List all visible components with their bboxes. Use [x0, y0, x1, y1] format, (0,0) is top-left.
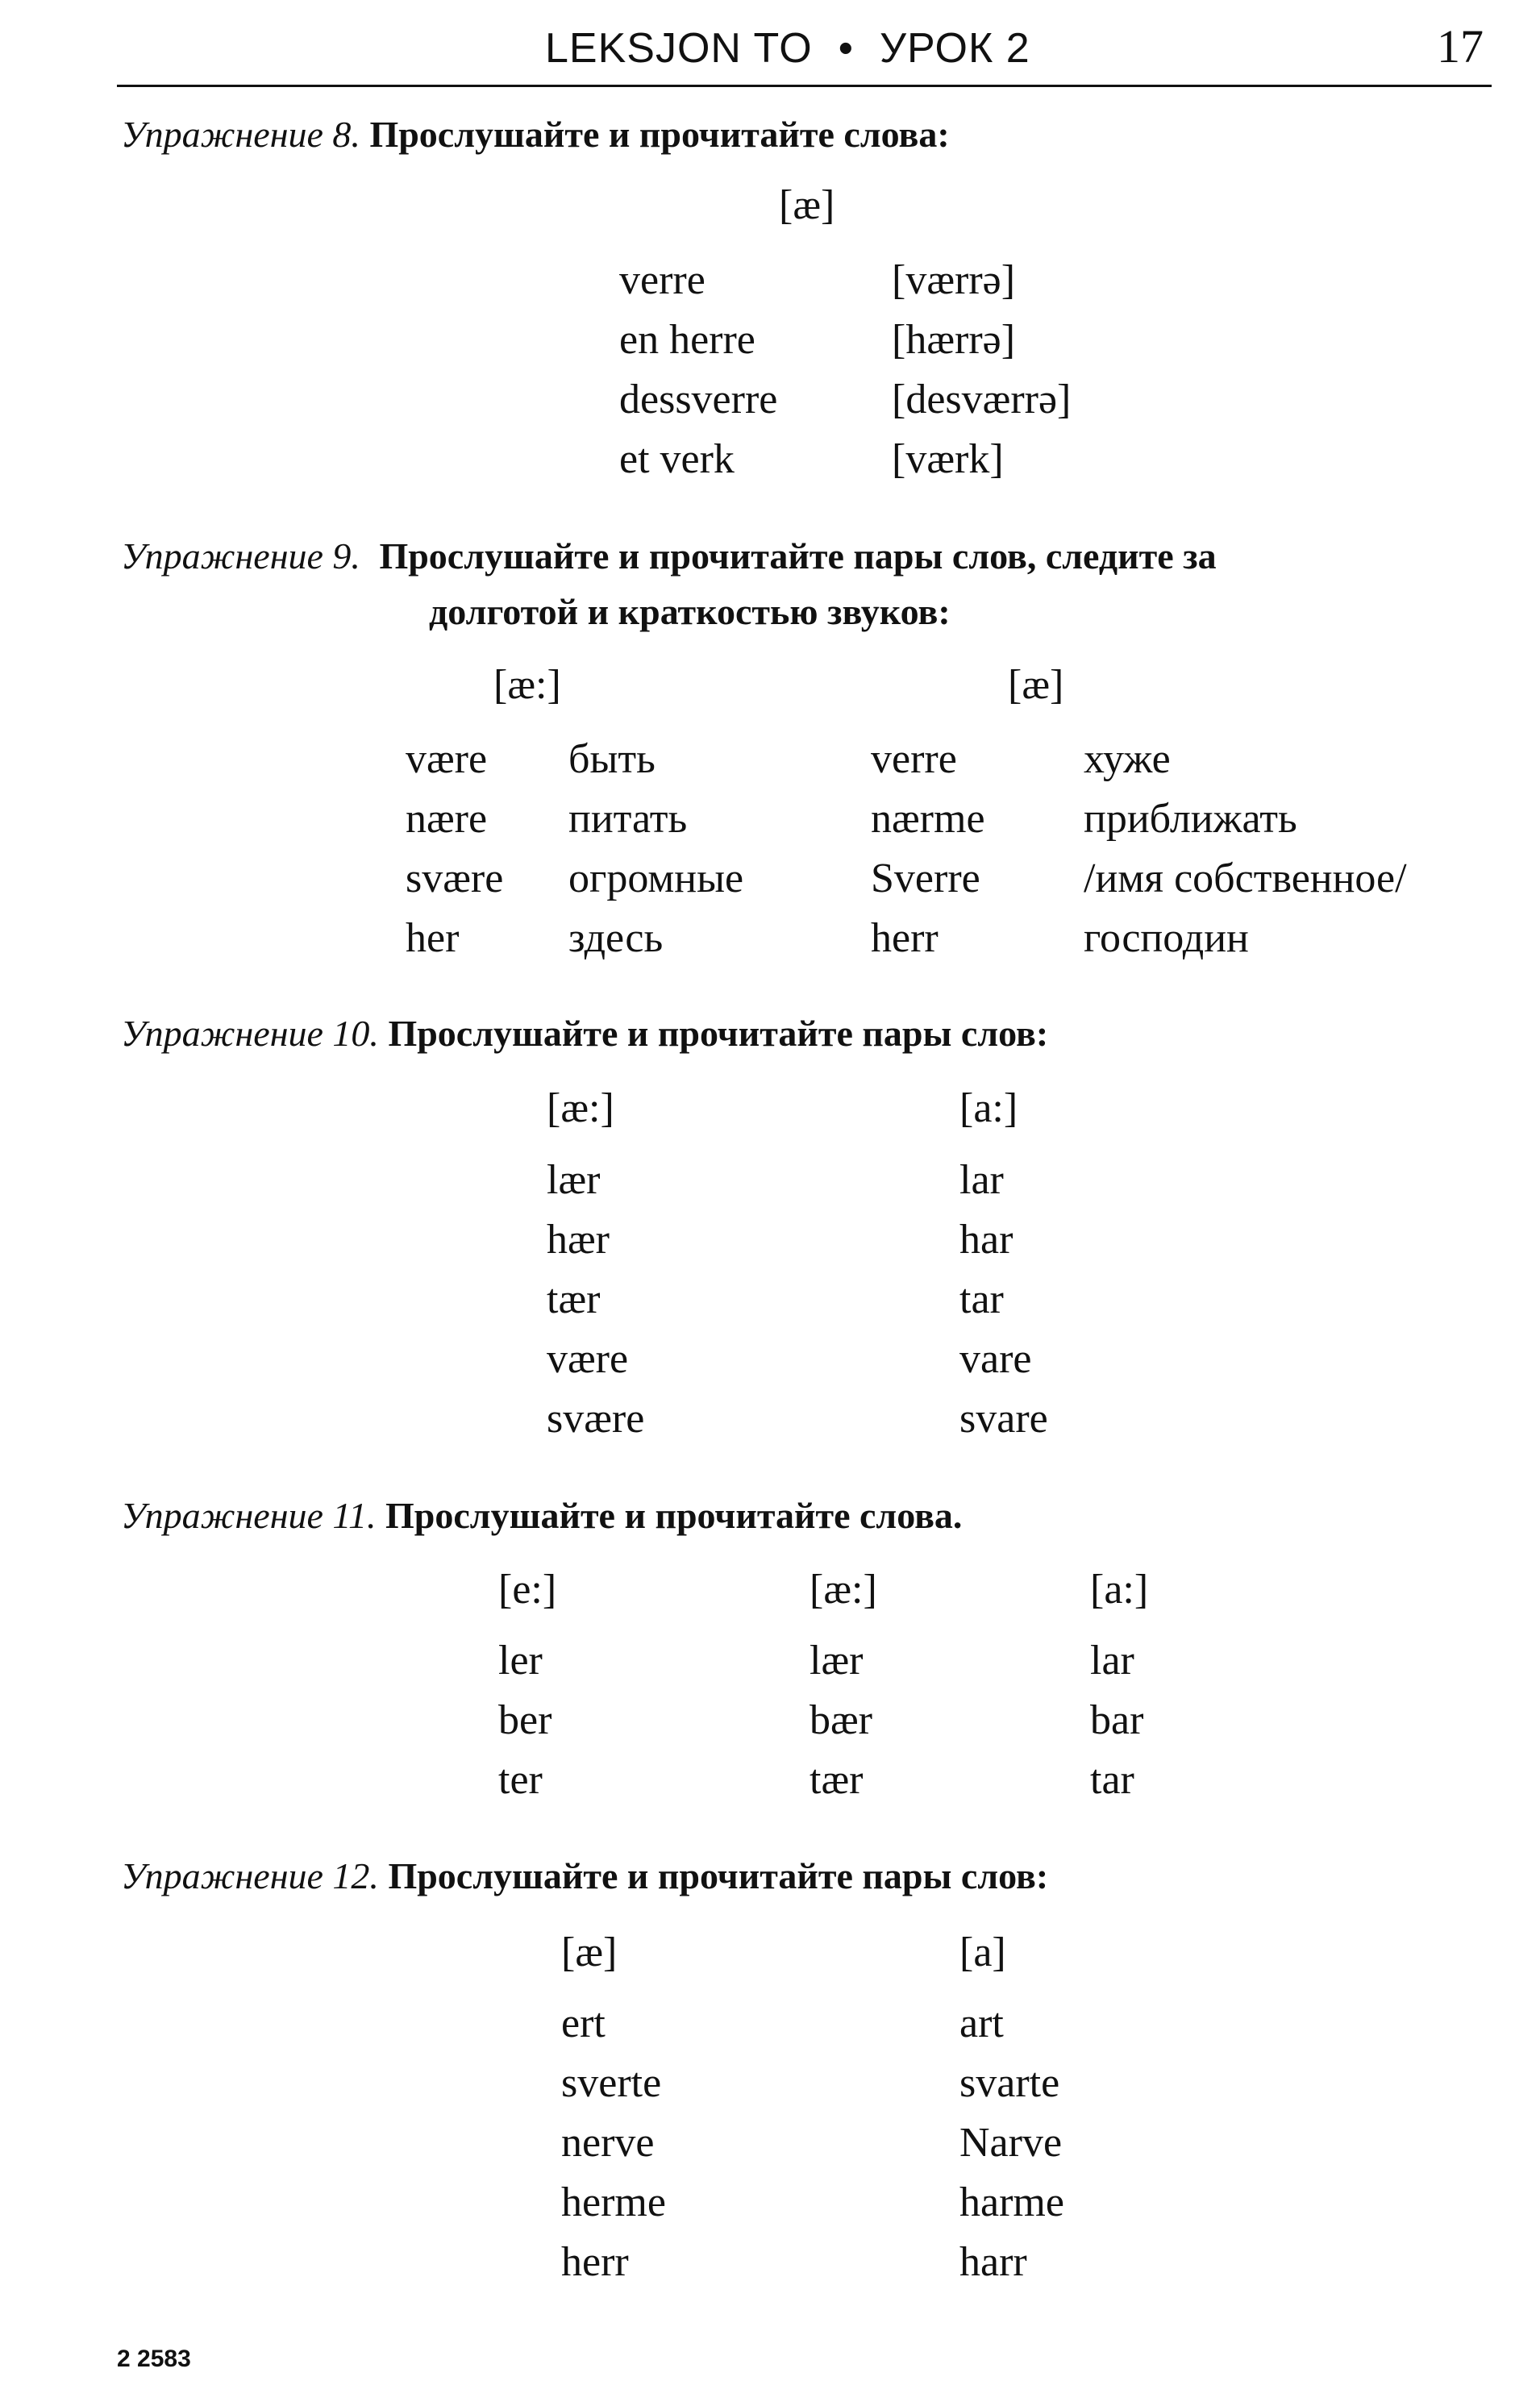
printer-signature: 2 2583 [117, 2346, 191, 2372]
ex9-translation: быть [568, 736, 656, 782]
exercise-12-col1-symbol: [æ] [561, 1929, 618, 1975]
ex11-word-a: bar [1090, 1697, 1144, 1743]
ex9-translation: господин [1084, 915, 1249, 961]
ex9-translation: хуже [1084, 736, 1171, 782]
exercise-9-short-symbol: [æ] [1008, 662, 1064, 708]
ex11-word-e: ter [498, 1757, 543, 1803]
exercise-11-col2-symbol: [æ:] [810, 1567, 877, 1613]
ex12-word-ae: nerve [561, 2120, 655, 2166]
ex9-norwegian-word: her [406, 915, 460, 961]
header-title-right: УРОК 2 [879, 25, 1030, 72]
ex8-transcription: [værk] [892, 436, 1004, 482]
ex9-translation: /имя собственное/ [1084, 855, 1407, 901]
ex12-word-a: Narve [959, 2120, 1063, 2166]
ex8-word: verre [619, 257, 705, 303]
exercise-10-instruction: Прослушайте и прочитайте пары слов: [388, 1013, 1049, 1054]
exercise-10-heading [121, 1012, 1048, 1055]
ex9-norwegian-word: svære [406, 855, 504, 901]
exercise-10-col2-symbol: [a:] [959, 1085, 1018, 1131]
ex11-word-e: ber [498, 1697, 552, 1743]
exercise-10-col1-symbol: [æ:] [547, 1085, 614, 1131]
exercise-8-symbol: [æ] [779, 182, 835, 228]
header-bullet: • [838, 25, 854, 72]
ex10-word-ae: lær [547, 1157, 601, 1203]
exercise-9-heading [121, 535, 1217, 577]
exercise-12-instruction: Прослушайте и прочитайте пары слов: [388, 1855, 1049, 1896]
ex10-word-ae: være [547, 1336, 629, 1382]
exercise-9-label: Упражнение 9. [121, 535, 360, 577]
ex9-translation: огромные [568, 855, 744, 901]
exercise-12-col2-symbol: [a] [959, 1929, 1006, 1975]
ex12-word-a: svarte [959, 2060, 1060, 2106]
exercise-9-long-symbol: [æ:] [493, 662, 561, 708]
ex11-word-a: tar [1090, 1757, 1134, 1803]
ex8-word: dessverre [619, 377, 778, 423]
ex12-word-a: harr [959, 2239, 1027, 2285]
ex11-word-a: lar [1090, 1638, 1134, 1684]
ex12-word-a: art [959, 2000, 1004, 2046]
header-title-left: LEKSJON TO [545, 25, 813, 72]
ex11-word-ae: tær [810, 1757, 864, 1803]
ex8-transcription: [desværrə] [892, 377, 1072, 423]
exercise-10-label: Упражнение 10. [121, 1013, 379, 1054]
ex9-translation: питать [568, 796, 688, 842]
exercise-12-label: Упражнение 12. [121, 1855, 379, 1896]
running-header [545, 24, 1030, 73]
ex9-norwegian-word: herr [871, 915, 939, 961]
ex8-transcription: [hærrə] [892, 317, 1016, 363]
ex12-word-ae: herr [561, 2239, 629, 2285]
ex8-word: en herre [619, 317, 755, 363]
ex12-word-ae: ert [561, 2000, 606, 2046]
ex10-word-ae: hær [547, 1217, 610, 1263]
ex9-norwegian-word: nærme [871, 796, 985, 842]
ex9-norwegian-word: verre [871, 736, 957, 782]
exercise-8-heading [121, 113, 950, 156]
ex12-word-ae: sverte [561, 2060, 662, 2106]
ex10-word-a: svare [959, 1396, 1048, 1442]
ex9-norwegian-word: Sverre [871, 855, 980, 901]
exercise-8-label: Упражнение 8. [121, 114, 360, 155]
exercise-11-col1-symbol: [e:] [498, 1567, 557, 1613]
ex11-word-ae: lær [810, 1638, 864, 1684]
ex10-word-a: lar [959, 1157, 1004, 1203]
ex9-norwegian-word: nære [406, 796, 488, 842]
ex10-word-ae: svære [547, 1396, 645, 1442]
exercise-11-heading [121, 1494, 962, 1537]
ex9-translation: здесь [568, 915, 664, 961]
ex11-word-e: ler [498, 1638, 543, 1684]
ex9-norwegian-word: være [406, 736, 488, 782]
ex9-translation: приближать [1084, 796, 1297, 842]
ex12-word-ae: herme [561, 2179, 666, 2225]
exercise-11-col3-symbol: [a:] [1090, 1567, 1149, 1613]
exercise-9-instruction-line2: долготой и краткостью звуков: [429, 591, 951, 632]
exercise-11-instruction: Прослушайте и прочитайте слова. [385, 1495, 963, 1536]
ex12-word-a: harme [959, 2179, 1064, 2225]
ex8-transcription: [værrə] [892, 257, 1016, 303]
exercise-9-instruction-line1: Прослушайте и прочитайте пары слов, следите за [379, 535, 1217, 577]
ex10-word-ae: tær [547, 1276, 601, 1322]
ex11-word-ae: bær [810, 1697, 872, 1743]
page-number: 17 [1437, 20, 1484, 73]
ex8-word: et verk [619, 436, 735, 482]
header-rule [117, 85, 1492, 87]
ex10-word-a: har [959, 1217, 1013, 1263]
ex10-word-a: tar [959, 1276, 1004, 1322]
ex10-word-a: vare [959, 1336, 1032, 1382]
exercise-8-instruction: Прослушайте и прочитайте слова: [369, 114, 950, 155]
exercise-12-heading [121, 1854, 1048, 1897]
exercise-11-label: Упражнение 11. [121, 1495, 377, 1536]
